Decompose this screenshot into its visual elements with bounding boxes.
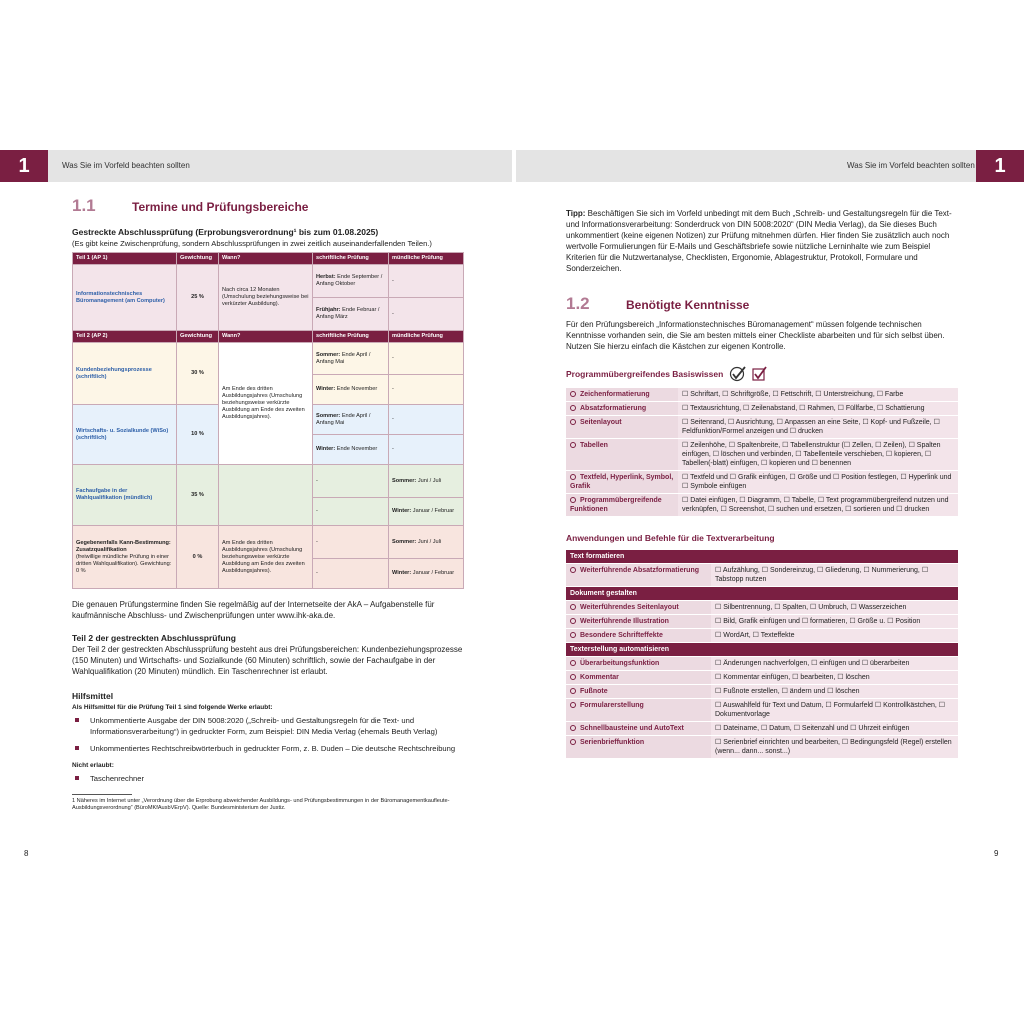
subject-cell: Kundenbeziehungsprozesse (schriftlich) [73,343,177,405]
basics-table [566,388,958,517]
topic-label: Weiterführende Absatzformatierung [580,567,700,574]
exam-table [72,252,464,589]
checklist-cell[interactable]: ☐ Datei einfügen, ☐ Diagramm, ☐ Tabelle, ☐ Text programmübergreifend nutzen und verknüpfen, ☐ Screenshot, ☐ suchen und ersetzen, ☐ sortieren und ☐ drucken [678,494,958,517]
checkbox-circle-icon[interactable] [570,405,576,411]
section-number: 1.1 [72,196,96,215]
topic-cell [566,722,711,736]
checkbox-circle-icon[interactable] [570,702,576,708]
weight-cell: 0 % [177,526,219,589]
group-header-row [566,587,958,601]
oral-cell: - [389,405,464,435]
table-row [566,671,958,685]
running-header-right: Was Sie im Vorfeld beachten sollten [847,161,975,170]
subject-cell: Informationstechnisches Büromanagement (am Computer) [73,265,177,331]
list-item: Unkommentierte Ausgabe der DIN 5008:2020 („Schreib- und Gestaltungsregeln für die Text- und Informationsverarbeitung“) in gedruckter Form, zum Beispiel: DIN Media Verlag (ehemals Beuth Verlag) [72,715,464,737]
section-heading-1-2 [566,294,958,313]
topic-cell [566,629,711,643]
topic-cell [566,564,711,587]
footnote: 1 Näheres im Internet unter „Verordnung über die Erprobung abweichender Ausbildungs- und Prüfungsbestimmungen in der Büromanagementkaufleute-Ausbildungsverordnung“ (BüroMKfAusbVErpV). Quelle: Bundesministerium der Justiz. [72,798,450,811]
topic-label: Besondere Schrifteffekte [580,632,663,639]
part1-header-row [73,253,464,265]
section-heading-1-1 [72,196,464,215]
checklist-cell[interactable]: ☐ Silbentrennung, ☐ Spalten, ☐ Umbruch, ☐ Wasserzeichen [711,601,958,615]
group-header: Text formatieren [566,550,958,564]
th-weight: Gewichtung [177,331,219,343]
topic-cell [566,671,711,685]
checklist-cell[interactable]: ☐ Zeilenhöhe, ☐ Spaltenbreite, ☐ Tabellenstruktur (☐ Zellen, ☐ Zeilen), ☐ Spalten einfügen, ☐ löschen und verbinden, ☐ Tabellenteile verschieben, ☐ kopieren, ☐ Tabellen(-blatt) einfügen, ☐ kopieren und ☐ benennen [678,439,958,471]
topic-label: Formularerstellung [580,702,644,709]
topic-cell [566,439,678,471]
topic-label: Überarbeitungsfunktion [580,660,660,667]
date-label: Winter: [316,386,336,392]
weight-cell: 10 % [177,405,219,465]
written-cell: - [313,498,389,526]
oral-cell: - [389,343,464,375]
th-part1: Teil 1 (AP 1) [73,253,177,265]
checkbox-circle-icon[interactable] [570,660,576,666]
apps-title: Anwendungen und Befehle für die Textverarbeitung [566,533,775,543]
date-cell: Ende April / Anfang Mai [316,351,371,365]
page-number-left: 8 [24,849,29,858]
table-row [566,629,958,643]
checkbox-circle-icon[interactable] [570,474,576,480]
weight-cell: 30 % [177,343,219,405]
checklist-cell[interactable]: ☐ Kommentar einfügen, ☐ bearbeiten, ☐ löschen [711,671,958,685]
th-when: Wann? [219,331,313,343]
page-number-right: 9 [994,849,999,858]
checkbox-circle-icon[interactable] [570,604,576,610]
topic-label: Textfeld, Hyperlink, Symbol, Grafik [570,474,674,490]
topic-cell [566,601,711,615]
date-cell: Ende September / Anfang Oktober [316,274,383,287]
checkbox-circle-icon[interactable] [570,391,576,397]
table-row [566,657,958,671]
table-row [566,722,958,736]
date-label: Frühjahr: [316,307,341,313]
checkbox-circle-icon[interactable] [570,442,576,448]
topic-label: Absatzformatierung [580,405,647,412]
table-row [73,265,464,298]
running-header-left: Was Sie im Vorfeld beachten sollten [62,161,190,170]
checkmark-icon [729,366,767,382]
chapter-number-left: 1 [0,150,48,182]
table-row [566,439,958,471]
date-label: Winter: [392,508,412,514]
stretch-subtitle: (Es gibt keine Zwischenprüfung, sondern Abschlussprüfungen in zwei zeitlich auseinanderfallenden Teilen.) [72,239,432,248]
checkbox-circle-icon[interactable] [570,739,576,745]
when-cell: Nach circa 12 Monaten (Umschulung beziehungsweise bei verkürzter Ausbildung). [219,265,313,331]
topic-cell [566,471,678,494]
date-label: Sommer: [392,477,417,484]
table-row [73,465,464,498]
stretch-title: Gestreckte Abschlussprüfung (Erprobungsverordnung¹ bis zum 01.08.2025) [72,227,379,237]
th-when: Wann? [219,253,313,265]
checkbox-circle-icon[interactable] [570,688,576,694]
date-cell: Januar / Februar [412,570,455,576]
date-cell: Juni / Juli [417,477,442,484]
table-row [566,494,958,517]
topic-cell [566,416,678,439]
topic-cell [566,402,678,416]
th-written: schriftliche Prüfung [313,331,389,343]
topic-cell [566,736,711,759]
written-cell: - [313,465,389,498]
table-row [566,699,958,722]
subject-cell: Wirtschafts- u. Sozialkunde (WiSo) (schriftlich) [73,405,177,465]
th-part2: Teil 2 (AP 2) [73,331,177,343]
list-item: Unkommentiertes Rechtschreibwörterbuch in gedruckter Form, z. B. Duden – Die deutsche Rechtschreibung [72,743,464,754]
checkbox-circle-icon[interactable] [570,725,576,731]
part2-title: Teil 2 der gestreckten Abschlussprüfung [72,633,236,643]
section-title: Benötigte Kenntnisse [626,298,750,312]
intro-paragraph: Für den Prüfungsbereich „Informationstechnisches Büromanagement“ müssen folgende technischen Kenntnisse vorhanden sein, die Sie am besten mittels einer Checkliste abarbeiten und für sich selbst üben. Nutzen Sie hierzu einfach die Kästchen zur eigenen Kontrolle. [566,320,945,351]
group-header-row [566,643,958,657]
topic-label: Tabellen [580,442,608,449]
checklist-cell[interactable]: ☐ Aufzählung, ☐ Sondereinzug, ☐ Gliederung, ☐ Nummerierung, ☐ Tabstopp nutzen [711,564,958,587]
checkbox-circle-icon[interactable] [570,419,576,425]
oral-cell: - [389,435,464,465]
date-cell: Ende April / Anfang Mai [316,412,371,426]
topic-cell [566,615,711,629]
tip-text: Beschäftigen Sie sich im Vorfeld unbedingt mit dem Buch „Schreib- und Gestaltungsregeln für die Text- und Informationsverarbeitung: Sonderdruck von DIN 5008:2020“ (DIN Media Verlag), da Sie dieses Buch unkommentiert (keine eigenen Notizen) zur Prüfung mitnehmen dürfen. Hier finden Sie zusätzlich auch noch wertvolle Formulierungen für E-Mails und Geschäftsbriefe sowie nützliche Lerninhalte wie zum Beispiel Kriterien für die Nutzwertanalyse, Checklisten, Ergonomie, Ablagestruktur, Protokoll, Formulare und Sonderzeichen. [566,209,952,273]
checklist-cell[interactable]: ☐ Änderungen nachverfolgen, ☐ einfügen und ☐ überarbeiten [711,657,958,671]
checkbox-circle-icon[interactable] [570,632,576,638]
topic-label: Kommentar [580,674,619,681]
topic-cell [566,657,711,671]
checkbox-circle-icon[interactable] [570,618,576,624]
date-label: Winter: [316,446,336,452]
date-cell: Juni / Juli [417,538,442,545]
date-cell: Januar / Februar [412,508,455,514]
date-label: Sommer: [392,538,417,545]
topic-label: Weiterführendes Seitenlayout [580,604,679,611]
topic-label: Seitenlayout [580,419,622,426]
topic-cell [566,699,711,722]
weight-cell: 25 % [177,265,219,331]
th-weight: Gewichtung [177,253,219,265]
checkbox-circle-icon[interactable] [570,567,576,573]
topic-cell [566,388,678,402]
chapter-number-right: 1 [976,150,1024,182]
table-row [566,564,958,587]
checklist-cell[interactable]: ☐ Schriftart, ☐ Schriftgröße, ☐ Fettschrift, ☐ Unterstreichung, ☐ Farbe [678,388,958,402]
tip-paragraph [566,208,958,274]
table-row [73,526,464,559]
basics-title [566,366,958,382]
topic-label: Schnellbausteine und AutoText [580,725,684,732]
table-row [566,615,958,629]
right-page [566,208,958,759]
checklist-cell[interactable]: ☐ Fußnote erstellen, ☐ ändern und ☐ löschen [711,685,958,699]
aids-title: Hilfsmittel [72,691,114,701]
written-cell: - [313,559,389,589]
table-row [566,736,958,759]
tip-label: Tipp: [566,209,586,218]
part2-paragraph: Der Teil 2 der gestreckten Abschlussprüfung besteht aus drei Prüfungsbereichen: Kundenbeziehungsprozesse (150 Minuten) und Wirtschafts- und Sozialkunde (60 Minuten) schriftlich, sowie der Fachaufgabe in der Wahlqualifikation (20 Minuten) mündlich. Ein Taschenrechner ist erlaubt. [72,645,463,676]
date-cell: Ende November [336,386,378,392]
subject-cell: Gegebenenfalls Kann-Bestimmung: Zusatzqualifikation [76,539,171,553]
list-item: Taschenrechner [72,773,464,784]
topic-label: Serienbrieffunktion [580,739,645,746]
part2-header-row [73,331,464,343]
when-cell: Am Ende des dritten Ausbildungsjahres (Umschulung beziehungsweise verkürzte Ausbildung am Ende des zweiten Ausbildungsjahres). [219,343,313,465]
dates-paragraph: Die genauen Prüfungstermine finden Sie regelmäßig auf der Internetseite der AkA – Aufgabenstelle für kaufmännische Abschluss- und Zwischenprüfungen unter www.ihk-aka.de. [72,600,435,620]
subject-cell: Fachaufgabe in der Wahlqualifikation (mündlich) [73,465,177,526]
table-row [566,388,958,402]
date-label: Sommer: [316,412,341,419]
basics-title-text: Programmübergreifendes Basiswissen [566,368,724,379]
date-cell: Ende Februar / Anfang März [316,307,380,320]
group-header-row [566,550,958,564]
date-label: Herbst: [316,274,336,280]
oral-cell: - [389,375,464,405]
when-cell-empty [219,465,313,526]
checklist-cell[interactable]: ☐ Dateiname, ☐ Datum, ☐ Seitenzahl und ☐ Uhrzeit einfügen [711,722,958,736]
written-cell: - [313,526,389,559]
topic-cell [566,685,711,699]
aids-allowed: Als Hilfsmittel für die Prüfung Teil 1 sind folgende Werke erlaubt: [72,704,273,711]
date-cell: Ende November [336,446,378,452]
date-label: Sommer: [316,351,341,358]
checklist-cell[interactable]: ☐ Serienbrief einrichten und bearbeiten, ☐ Bedingungsfeld (Regel) erstellen (wenn... dann... sonst...) [711,736,958,759]
checklist-cell[interactable]: ☐ Seitenrand, ☐ Ausrichtung, ☐ Anpassen an eine Seite, ☐ Kopf- und Fußzeile, ☐ Feldfunktion/Formel anzeigen und ☐ drucken [678,416,958,439]
checklist-cell[interactable]: ☐ Auswahlfeld für Text und Datum, ☐ Formularfeld ☐ Kontrollkästchen, ☐ Dokumentvorlage [711,699,958,722]
table-row [566,402,958,416]
th-oral: mündliche Prüfung [389,331,464,343]
left-page [72,196,464,812]
checkbox-circle-icon[interactable] [570,674,576,680]
th-written: schriftliche Prüfung [313,253,389,265]
apps-table [566,550,958,759]
oral-cell: - [389,265,464,298]
date-label: Winter: [392,570,412,576]
not-allowed: Nicht erlaubt: [72,762,114,769]
weight-cell: 35 % [177,465,219,526]
when-cell: Am Ende des dritten Ausbildungsjahres (Umschulung beziehungsweise verkürzte Ausbildung am Ende des zweiten Ausbildungsjahres). [219,526,313,589]
table-row [566,471,958,494]
topic-label: Zeichenformatierung [580,391,650,398]
checkbox-circle-icon[interactable] [570,497,576,503]
checklist-cell[interactable]: ☐ Textausrichtung, ☐ Zeilenabstand, ☐ Rahmen, ☐ Füllfarbe, ☐ Schattierung [678,402,958,416]
table-row [566,416,958,439]
topic-label: Fußnote [580,688,608,695]
section-title: Termine und Prüfungsbereiche [132,200,309,214]
not-allowed-list [72,773,464,784]
checklist-cell[interactable]: ☐ WordArt, ☐ Texteffekte [711,629,958,643]
topic-label: Weiterführende Illustration [580,618,669,625]
subject-note: (freiwillige mündliche Prüfung in einer dritten Wahlqualifikation). Gewichtung: 0 % [76,553,172,574]
th-oral: mündliche Prüfung [389,253,464,265]
section-number: 1.2 [566,294,590,313]
checklist-cell[interactable]: ☐ Bild, Grafik einfügen und ☐ formatieren, ☐ Größe u. ☐ Position [711,615,958,629]
group-header: Dokument gestalten [566,587,958,601]
checklist-cell[interactable]: ☐ Textfeld und ☐ Grafik einfügen, ☐ Größe und ☐ Position festlegen, ☐ Hyperlink und ☐ Symbole einfügen [678,471,958,494]
aids-list [72,715,464,754]
topic-label: Programmübergreifende Funktionen [570,497,662,513]
table-row [566,601,958,615]
table-row [566,685,958,699]
table-row [73,343,464,375]
topic-cell [566,494,678,517]
oral-cell: - [389,298,464,331]
group-header: Texterstellung automatisieren [566,643,958,657]
